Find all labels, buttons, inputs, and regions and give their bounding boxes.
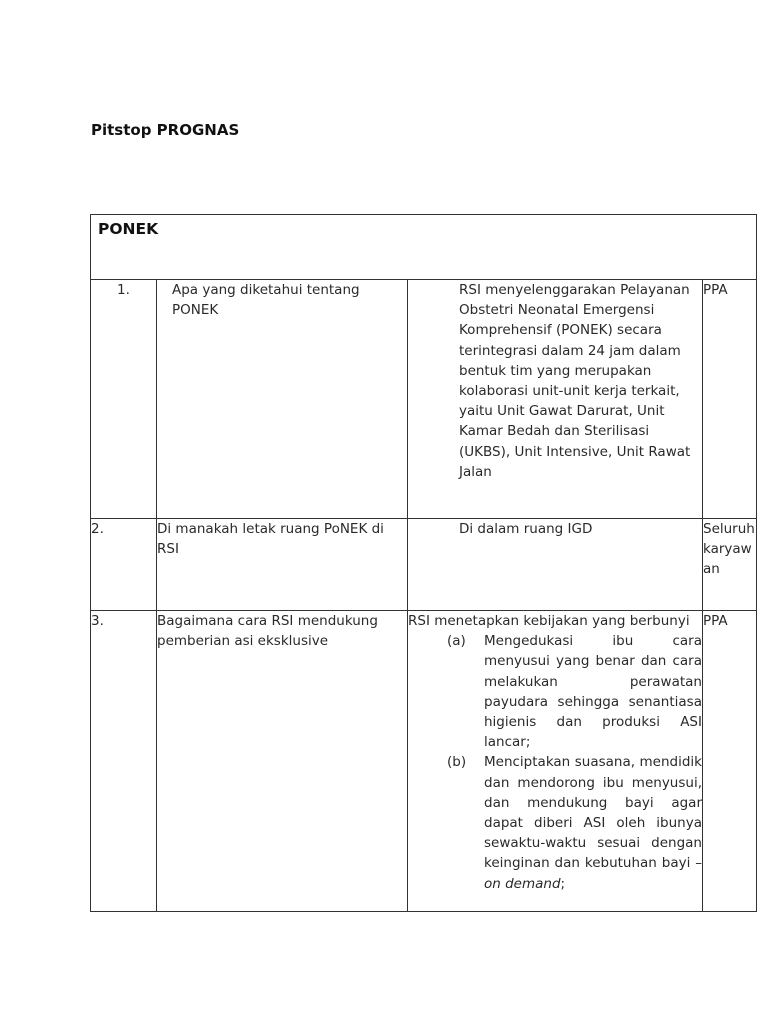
list-item-tail: ; [560, 875, 566, 892]
table-header-cell [91, 215, 757, 280]
question-cell: Apa yang diketahui tentang PONEK [157, 280, 408, 519]
answer-cell [408, 611, 703, 912]
responsible-cell: PPA [703, 611, 757, 912]
question-cell: Bagaimana cara RSI mendukung pemberian asi eksklusive [157, 611, 408, 912]
policy-list [408, 631, 702, 894]
list-item-text [484, 752, 702, 893]
answer-cell: Di dalam ruang IGD [408, 519, 703, 611]
ponek-table [90, 214, 757, 912]
responsible-cell: Seluruh karyawan [703, 519, 757, 611]
row-number: 2. [91, 519, 157, 611]
table-heading: PONEK [98, 220, 159, 238]
responsible-cell: PPA [703, 280, 757, 519]
table-row [91, 611, 757, 912]
list-item-text: Mengedukasi ibu cara menyusui yang benar dan cara melakukan perawatan payudara sehingga senantiasa higienis dan produksi ASI lancar; [484, 633, 702, 751]
answer-intro: RSI menetapkan kebijakan yang berbunyi [408, 613, 690, 629]
list-item-body: Menciptakan suasana, mendidik dan mendorong ibu menyusui, dan mendukung bayi agar dapat diberi ASI oleh ibunya sewaktu-waktu sesuai dengan keinginan dan kebutuhan bayi – [484, 754, 702, 872]
list-item [408, 631, 702, 752]
page-title: Pitstop PROGNAS [91, 121, 240, 139]
table-row [91, 519, 757, 611]
answer-cell: RSI menyelenggarakan Pelayanan Obstetri Neonatal Emergensi Komprehensif (PONEK) secara terintegrasi dalam 24 jam dalam bentuk tim yang merupakan kolaborasi unit-unit kerja terkait, yaitu Unit Gawat Darurat, Unit Kamar Bedah dan Sterilisasi (UKBS), Unit Intensive, Unit Rawat Jalan [408, 280, 703, 519]
list-marker: (a) [447, 633, 466, 650]
table-row [91, 280, 757, 519]
list-item [408, 752, 702, 893]
question-cell: Di manakah letak ruang PoNEK di RSI [157, 519, 408, 611]
row-number: 3. [91, 611, 157, 912]
row-number: 1. [91, 280, 157, 519]
list-marker: (b) [447, 754, 467, 771]
on-demand-emphasis: on demand [484, 875, 561, 892]
table-header-row [91, 215, 757, 280]
